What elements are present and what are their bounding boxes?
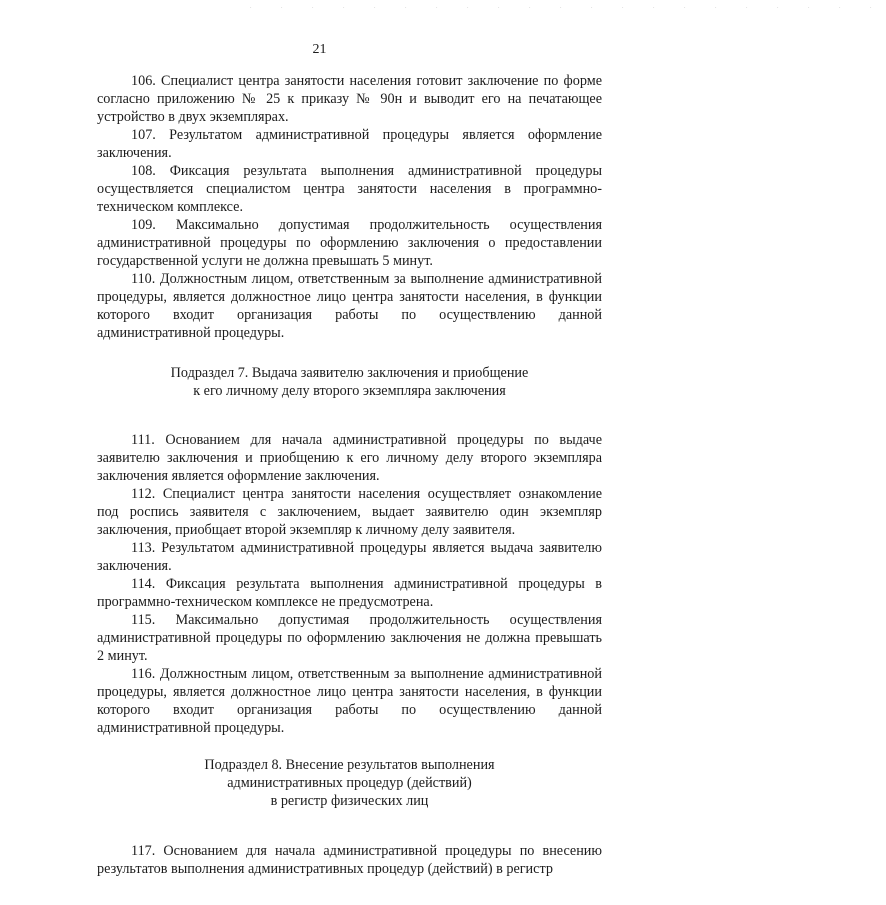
paragraph-116: 116. Должностным лицом, ответственным за выполнение административной процедуры, является должностное лицо центра занятости населения, в функции которого входит организация работы по осуществлению данной административной процедуры. [97, 666, 602, 736]
paragraph-114: 114. Фиксация результата выполнения административной процедуры в программно-техническом комплексе не предусмотрена. [97, 576, 602, 610]
paragraph-111: 111. Основанием для начала административной процедуры по выдаче заявителю заключения и приобщению к его личному делу второго экземпляра заключения является оформление заключения. [97, 432, 602, 484]
paragraph-117: 117. Основанием для начала административной процедуры по внесению результатов выполнения административных процедур (действий) в регистр [97, 843, 602, 877]
subsection-8-heading-line-3: в регистр физических лиц [270, 793, 429, 809]
paragraph-107: 107. Результатом административной процедуры является оформление заключения. [97, 127, 602, 161]
scan-artifact: . . . . . . . . . . . . . . . . . . . . . [250, 4, 886, 10]
document-body [97, 72, 602, 878]
subsection-7-heading-line-1: Подраздел 7. Выдача заявителю заключения и приобщение [170, 365, 529, 381]
spacer [97, 342, 602, 364]
spacer [97, 737, 602, 756]
spacer [97, 400, 602, 431]
paragraph-110: 110. Должностным лицом, ответственным за выполнение административной процедуры, является должностное лицо центра занятости населения, в функции которого входит организация работы по осуществлению данной административной процедуры. [97, 271, 602, 341]
page-number: 21 [312, 42, 327, 57]
paragraph-109: 109. Максимально допустимая продолжительность осуществления административной процедуры по оформлению заключения о предоставлении государственной услуги не должна превышать 5 минут. [97, 217, 602, 269]
paragraph-106: 106. Специалист центра занятости населения готовит заключение по форме согласно приложению № 25 к приказу № 90н и выводит его на печатающее устройство в двух экземплярах. [97, 73, 602, 125]
subsection-8-heading [97, 756, 602, 810]
subsection-8-heading-line-1: Подраздел 8. Внесение результатов выполнения [204, 757, 495, 773]
paragraph-108: 108. Фиксация результата выполнения административной процедуры осуществляется специалистом центра занятости населения в программно-техническом комплексе. [97, 163, 602, 215]
subsection-7-heading [97, 364, 602, 400]
paragraph-115: 115. Максимально допустимая продолжительность осуществления административной процедуры по оформлению заключения не должна превышать 2 минут. [97, 612, 602, 664]
subsection-8-heading-line-2: административных процедур (действий) [227, 775, 472, 791]
spacer [97, 810, 602, 842]
subsection-7-heading-line-2: к его личному делу второго экземпляра заключения [193, 383, 506, 399]
paragraph-113: 113. Результатом административной процедуры является выдача заявителю заключения. [97, 540, 602, 574]
paragraph-112: 112. Специалист центра занятости населения осуществляет ознакомление под роспись заявителя с заключением, выдает заявителю один экземпляр заключения, приобщает второй экземпляр к личному делу заявителя. [97, 486, 602, 538]
